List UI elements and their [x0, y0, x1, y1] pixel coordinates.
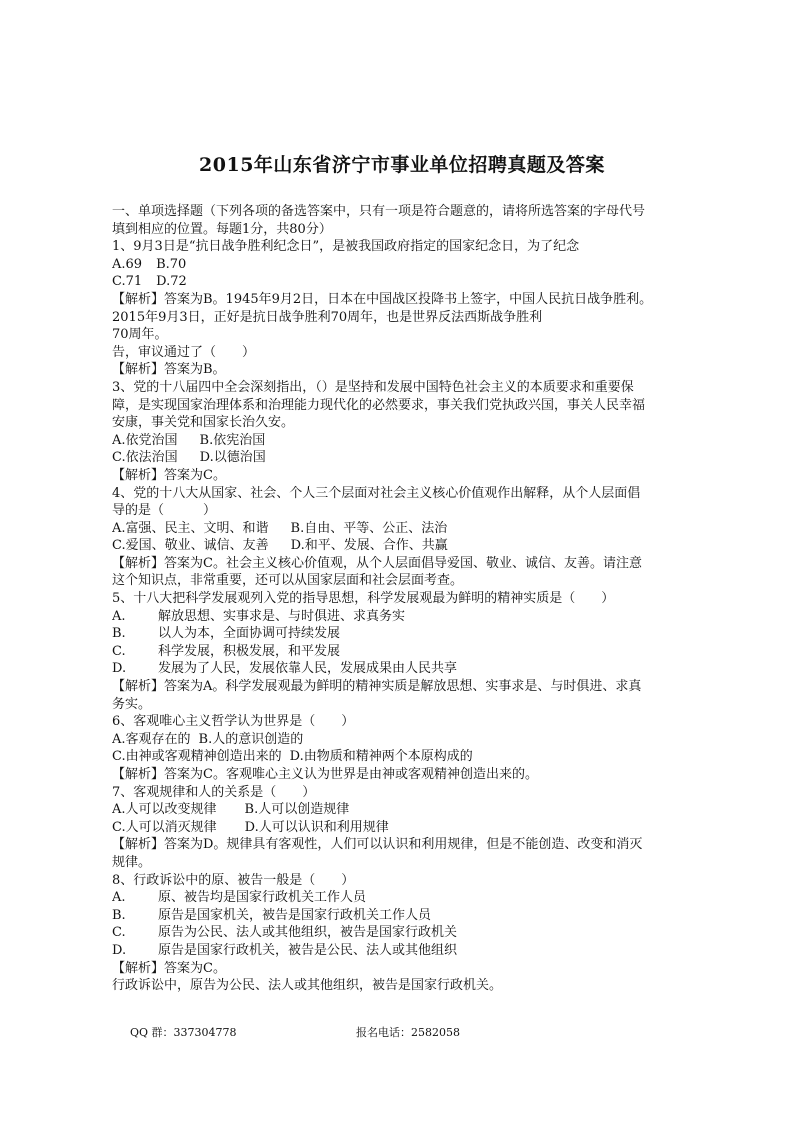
option-row: [112, 924, 692, 942]
analysis-line: 这个知识点，非常重要，还可以从国家层面和社会层面考查。: [112, 573, 464, 589]
option-text: 发展为了人民，发展依靠人民，发展成果由人民共享: [158, 661, 458, 677]
options-row: [112, 256, 692, 274]
option-c: C.爱国、敬业、诚信、友善: [112, 538, 269, 554]
analysis-line: 【解析】答案为C。社会主义核心价值观，从个人层面倡导爱国、敬业、诚信、友善。请注意: [112, 555, 642, 571]
option-letter: A.: [112, 608, 126, 624]
option-d: D.和平、发展、合作、共赢: [290, 538, 448, 554]
option-letter: A.: [112, 890, 126, 906]
question-stem: 6、客观唯心主义哲学认为世界是（ ）: [112, 714, 355, 730]
option-a: A.客观存在的: [112, 731, 191, 747]
option-b: B.自由、平等、公正、法治: [290, 520, 448, 536]
option-letter: B.: [112, 626, 126, 642]
option-b: B.70: [156, 256, 187, 272]
question-stem: 障，是实现国家治理体系和治理能力现代化的必然要求，事关我们党执政兴国，事关人民幸福: [112, 397, 646, 413]
option-letter: D.: [112, 942, 127, 958]
options-row: [112, 537, 692, 555]
option-a: A.人可以改变规律: [112, 802, 217, 818]
option-d: D.人可以认识和利用规律: [244, 819, 389, 835]
option-d: D.以德治国: [199, 450, 266, 466]
option-row: [112, 608, 692, 626]
option-c: C.由神或客观精神创造出来的: [112, 749, 282, 765]
option-letter: C.: [112, 643, 126, 659]
options-row: [112, 801, 692, 819]
analysis-line: 【解析】答案为C。客观唯心主义认为世界是由神或客观精神创造出来的。: [112, 767, 538, 782]
option-row: [112, 889, 692, 907]
analysis-line: 【解析】答案为A。科学发展观最为鲜明的精神实质是解放思想、实事求是、与时俱进、求真: [112, 679, 642, 695]
page-footer: [130, 1024, 460, 1040]
options-row: [112, 273, 692, 291]
option-row: [112, 643, 692, 661]
analysis-line: 【解析】答案为C。: [112, 960, 226, 976]
options-row: [112, 520, 692, 538]
option-letter: C.: [112, 925, 126, 941]
document-title: 2015年山东省济宁市事业单位招聘真题及答案: [199, 154, 605, 176]
options-row: [112, 819, 692, 837]
option-row: [112, 907, 692, 925]
option-row: [112, 660, 692, 678]
option-row: [112, 625, 692, 643]
option-text: 原告为公民、法人或其他组织，被告是国家行政机关: [158, 925, 458, 941]
option-c: C.人可以消灭规律: [112, 819, 217, 835]
question-stem: 告，审议通过了（ ）: [112, 344, 256, 360]
question-stem: 导的是（ ）: [112, 503, 217, 519]
option-text: 原告是国家机关，被告是国家行政机关工作人员: [158, 907, 432, 923]
section-intro-line: 填到相应的位置。每题1分，共80分）: [112, 221, 332, 237]
question-stem: 安康，事关党和国家长治久安。: [112, 415, 295, 431]
analysis-line: 【解析】答案为B。1945年9月2日，日本在中国战区投降书上签字，中国人民抗日战争胜利。: [112, 291, 653, 307]
option-letter: B.: [112, 907, 126, 923]
analysis-line: 务实。: [112, 696, 152, 712]
option-letter: D.: [112, 661, 127, 677]
option-a: A.69: [112, 256, 143, 272]
options-row: [112, 432, 692, 450]
options-row: [112, 748, 692, 766]
option-b: B.人可以创造规律: [244, 802, 350, 818]
option-b: B.人的意识创造的: [198, 731, 304, 747]
option-a: A.依党治国: [112, 432, 178, 448]
option-text: 解放思想、实事求是、与时俱进、求真务实: [158, 608, 406, 624]
option-a: A.富强、民主、文明、和谐: [112, 520, 269, 536]
footer-phone: 报名电话：2582058: [356, 1026, 460, 1039]
option-text: 原、被告均是国家行政机关工作人员: [158, 890, 367, 906]
analysis-line: 行政诉讼中，原告为公民、法人或其他组织，被告是国家行政机关。: [112, 978, 503, 994]
option-c: C.依法治国: [112, 450, 178, 466]
footer-qq-group: QQ 群：337304778: [130, 1026, 237, 1039]
option-d: D.72: [156, 274, 187, 290]
option-text: 以人为本，全面协调可持续发展: [158, 626, 341, 642]
analysis-line: 2015年9月3日，正好是抗日战争胜利70周年，也是世界反法西斯战争胜利: [112, 309, 543, 325]
question-stem: 3、党的十八届四中全会深刻指出，（）是坚持和发展中国特色社会主义的本质要求和重要保: [112, 379, 634, 395]
analysis-line: 【解析】答案为B。: [112, 362, 226, 378]
option-text: 原告是国家行政机关，被告是公民、法人或其他组织: [158, 942, 458, 958]
question-stem: 5、十八大把科学发展观列入党的指导思想，科学发展观最为鲜明的精神实质是（ ）: [112, 591, 615, 607]
options-row: [112, 731, 692, 749]
option-text: 科学发展，积极发展，和平发展: [158, 643, 341, 659]
document-body: [112, 203, 692, 995]
question-stem: 8、行政诉讼中的原、被告一般是（ ）: [112, 872, 355, 888]
option-d: D.由物质和精神两个本原构成的: [289, 749, 473, 765]
option-b: B.依宪治国: [199, 432, 266, 448]
analysis-line: 规律。: [112, 854, 152, 870]
option-c: C.71: [112, 274, 143, 290]
option-row: [112, 942, 692, 960]
question-stem: 4、党的十八大从国家、社会、个人三个层面对社会主义核心价值观作出解释，从个人层面倡: [112, 485, 641, 501]
analysis-line: 【解析】答案为C。: [112, 467, 226, 483]
question-stem: 7、客观规律和人的关系是（ ）: [112, 784, 316, 800]
analysis-line: 70周年。: [112, 327, 168, 343]
options-row: [112, 449, 692, 467]
question-stem: 1、9月3日是“抗日战争胜利纪念日”，是被我国政府指定的国家纪念日，为了纪念: [112, 239, 580, 255]
analysis-line: 【解析】答案为D。规律具有客观性，人们可以认识和利用规律，但是不能创造、改变和消灭: [112, 837, 643, 853]
section-intro-line: 一、单项选择题（下列各项的备选答案中，只有一项是符合题意的，请将所选答案的字母代号: [112, 204, 646, 219]
